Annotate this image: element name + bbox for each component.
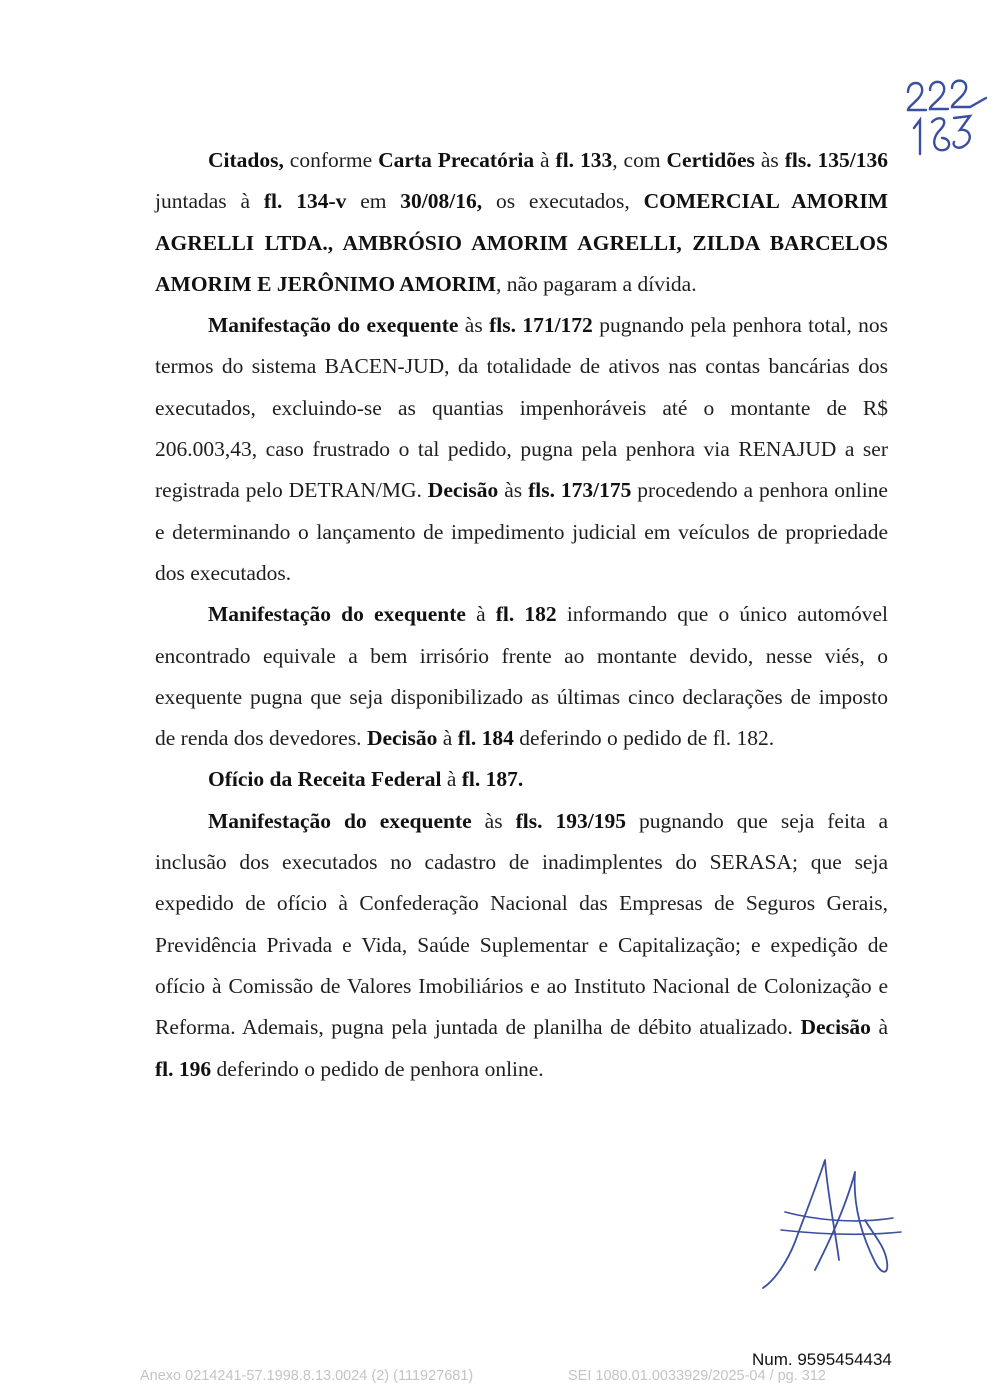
text-run: em xyxy=(346,189,401,214)
bold-text-run: fls. 135/136 xyxy=(784,148,888,172)
bold-text-run: fl. 182 xyxy=(495,602,557,627)
bold-text-run: Decisão xyxy=(366,726,438,751)
text-run: às xyxy=(498,478,529,503)
bold-text-run: Decisão xyxy=(427,478,499,503)
footer-sei-reference: SEI 1080.01.0033929/2025-04 / pg. 312 xyxy=(568,1368,826,1384)
text-run: deferindo o pedido de penhora online. xyxy=(211,1056,544,1081)
footer xyxy=(0,1368,1005,1390)
bold-text-run: 30/08/16, xyxy=(400,189,483,214)
paragraph-2 xyxy=(155,305,888,594)
text-run: juntadas à xyxy=(155,189,264,214)
bold-text-run: Manifestação do exequente xyxy=(208,313,459,338)
bold-text-run: Manifestação do exequente xyxy=(208,808,472,833)
text-run: às xyxy=(754,148,785,172)
bold-text-run: fls. 171/172 xyxy=(489,313,593,338)
bold-text-run: Carta Precatória xyxy=(378,148,535,172)
text-run: pugnando que seja feita a inclusão dos executados no cadastro de inadimplentes do SERASA; que seja expedido de ofício à Confederação Nacional das Empresas de Seguros Gerais, Previdência Privada e Vida, Saúde Suplementar e Capitalização; e expedição de ofício à Comissão de Valores Imobiliários e ao Instituto Nacional de Colonização e Reforma. Ademais, pugna pela juntada de planilha de débito atualizado. xyxy=(155,808,888,1040)
bold-text-run: fl. 187. xyxy=(461,767,524,792)
paragraph-5 xyxy=(155,801,888,1090)
text-run: os executados, xyxy=(482,189,644,214)
text-run: conforme xyxy=(283,148,379,172)
bold-text-run: COMERCIAL AMORIM AGRELLI LTDA., AMBRÓSIO AMORIM AGRELLI, ZILDA BARCELOS AMORIM E JERÔNIMO AMORIM xyxy=(155,189,888,296)
handwritten-signature xyxy=(755,1150,905,1295)
bold-text-run: Certidões xyxy=(666,148,755,172)
text-run: às xyxy=(471,808,516,833)
text-run: à xyxy=(437,726,458,751)
bold-text-run: fl. 134-v xyxy=(263,189,347,214)
bold-text-run: Citados, xyxy=(208,148,284,172)
text-run: , não pagaram a dívida. xyxy=(496,271,697,296)
text-run: procedendo a penhora online e determinando o lançamento de impedimento judicial em veículos de propriedade dos executados. xyxy=(155,478,888,585)
text-run: à xyxy=(465,602,496,627)
text-run: informando que o único automóvel encontrado equivale a bem irrisório frente ao montante devido, nesse viés, o exequente pugna que seja disponibilizado as últimas cinco declarações de imposto de renda dos devedores. xyxy=(155,602,888,751)
footer-annex-reference: Anexo 0214241-57.1998.8.13.0024 (2) (111927681) xyxy=(140,1368,474,1384)
text-run: , com xyxy=(612,148,667,172)
bold-text-run: fl. 184 xyxy=(457,726,514,751)
text-run: à xyxy=(534,148,556,172)
paragraph-4 xyxy=(155,759,888,800)
bold-text-run: Ofício da Receita Federal xyxy=(208,767,442,792)
document-number: Num. 9595454434 xyxy=(752,1350,892,1369)
text-run: à xyxy=(441,767,462,792)
text-run: pugnando pela penhora total, nos termos do sistema BACEN-JUD, da totalidade de ativos nas contas bancárias dos executados, excluindo-se as quantias impenhoráveis até o montante de R$ 206.003,43, caso frustrado o tal pedido, pugna pela penhora via RENAJUD a ser registrada pelo DETRAN/MG. xyxy=(155,313,888,503)
handwritten-page-number-stamp xyxy=(900,70,990,165)
bold-text-run: fl. 196 xyxy=(155,1056,212,1081)
text-run: às xyxy=(458,313,490,338)
text-run: à xyxy=(870,1015,888,1040)
body-text xyxy=(155,140,888,1090)
bold-text-run: Decisão xyxy=(800,1015,871,1040)
paragraph-3 xyxy=(155,594,888,759)
text-run: deferindo o pedido de fl. 182. xyxy=(513,726,775,751)
paragraph-1 xyxy=(155,140,888,305)
bold-text-run: fls. 173/175 xyxy=(528,478,632,503)
bold-text-run: fl. 133 xyxy=(555,148,613,172)
bold-text-run: fls. 193/195 xyxy=(515,808,626,833)
bold-text-run: Manifestação do exequente xyxy=(208,602,466,627)
